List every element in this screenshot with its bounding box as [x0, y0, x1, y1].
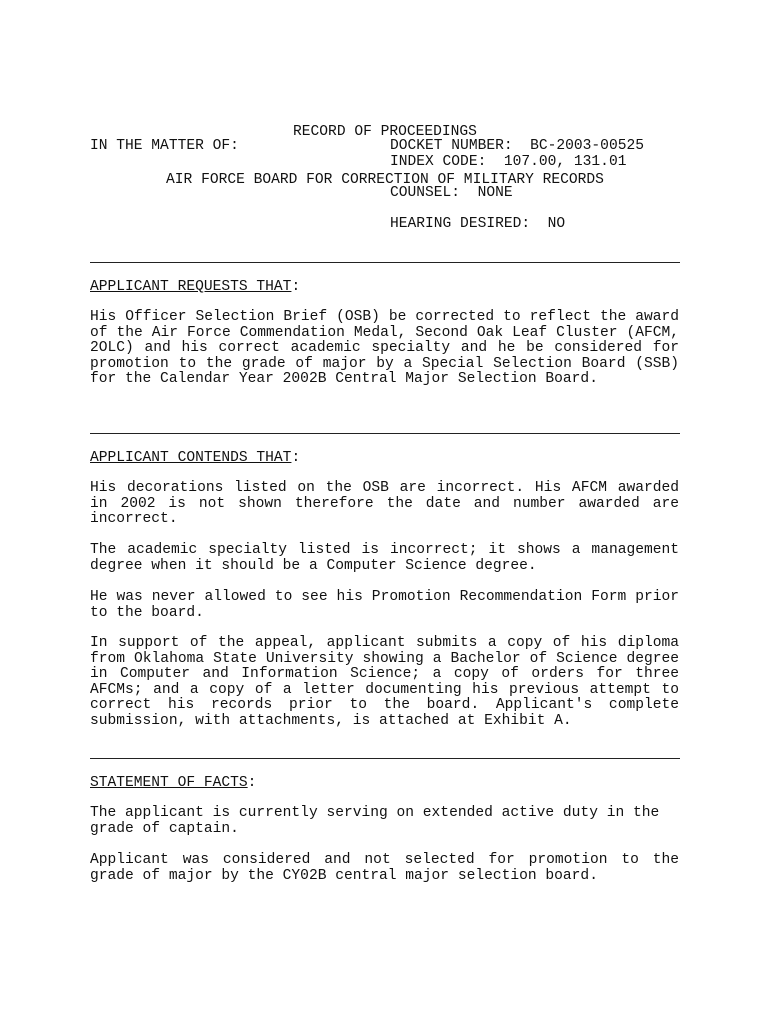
- matter-label: IN THE MATTER OF:: [90, 138, 239, 154]
- counsel: COUNSEL: NONE: [390, 185, 513, 201]
- header-board-name: AIR FORCE BOARD FOR CORRECTION OF MILITARY RECORDS: [166, 172, 604, 188]
- facts-paragraph: The applicant is currently serving on extended active duty in the grade of captain.: [90, 805, 660, 837]
- docket-number: DOCKET NUMBER: BC-2003-00525: [390, 138, 644, 154]
- contends-paragraph: The academic specialty listed is incorrect; it shows a management degree when it should be a Computer Science degree.: [90, 542, 679, 574]
- header-title: RECORD OF PROCEEDINGS: [293, 124, 477, 140]
- facts-paragraph: Applicant was considered and not selected for promotion to the grade of major by the CY02B central major selection board.: [90, 852, 679, 884]
- section-divider: [90, 758, 680, 759]
- index-code: INDEX CODE: 107.00, 131.01: [390, 154, 627, 170]
- contends-paragraph: His decorations listed on the OSB are incorrect. His AFCM awarded in 2002 is not shown therefore the date and number awarded are incorrect.: [90, 480, 679, 527]
- requests-paragraph: His Officer Selection Brief (OSB) be corrected to reflect the award of the Air Force Commendation Medal, Second Oak Leaf Cluster (AFCM, 2OLC) and his correct academic specialty and he be considered for promotion to the grade of major by a Special Selection Board (SSB) for the Calendar Year 2002B Central Major Selection Board.: [90, 309, 679, 387]
- contends-paragraph: He was never allowed to see his Promotion Recommendation Form prior to the board.: [90, 589, 679, 621]
- contends-paragraph: In support of the appeal, applicant submits a copy of his diploma from Oklahoma State University showing a Bachelor of Science degree in Computer and Information Science; a copy of orders for three AFCMs; and a copy of a letter documenting his previous attempt to correct his records prior to the board. Applicant's complete submission, with attachments, is attached at Exhibit A.: [90, 635, 679, 729]
- section-heading-requests: APPLICANT REQUESTS THAT:: [90, 279, 301, 295]
- section-divider: [90, 262, 680, 263]
- section-divider: [90, 433, 680, 434]
- section-heading-facts: STATEMENT OF FACTS:: [90, 775, 257, 791]
- section-heading-contends: APPLICANT CONTENDS THAT:: [90, 450, 301, 466]
- hearing-desired: HEARING DESIRED: NO: [390, 216, 566, 232]
